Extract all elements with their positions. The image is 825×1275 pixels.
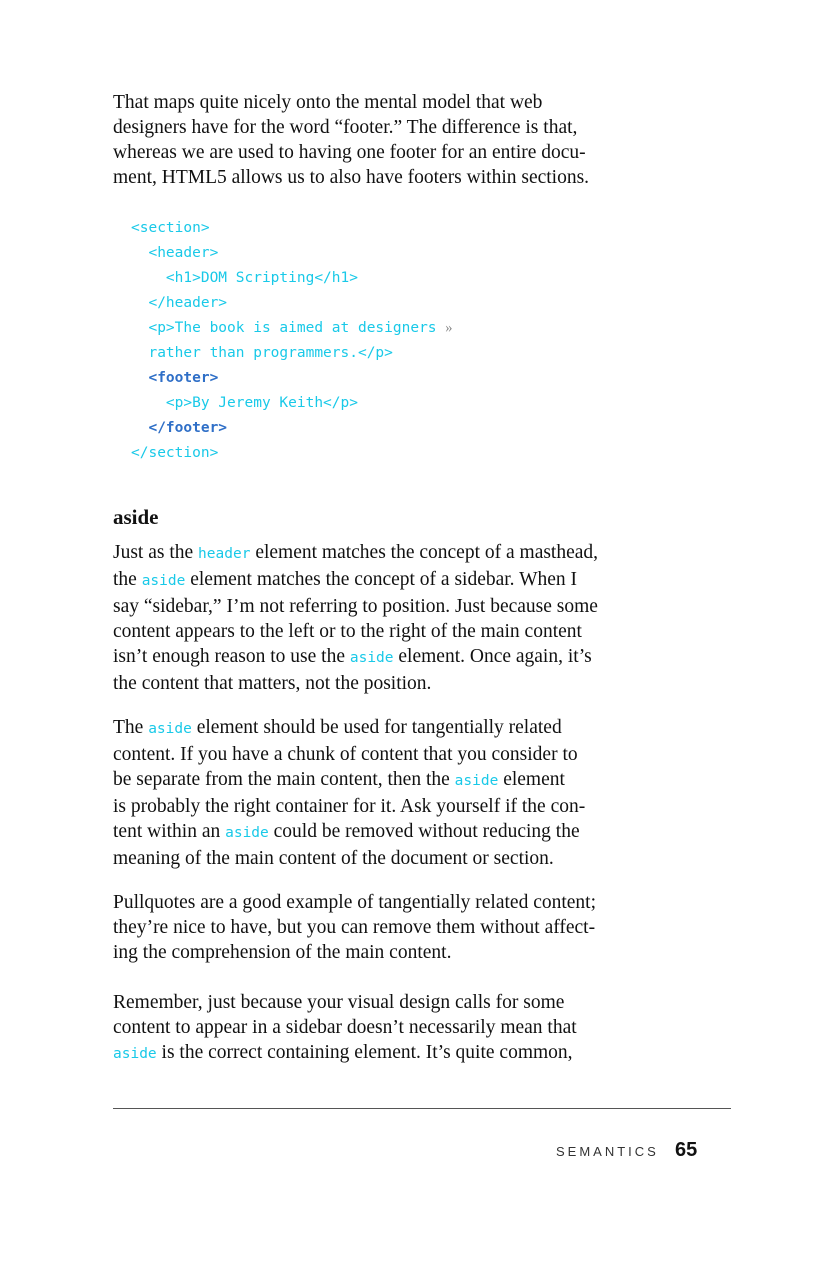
text-line: designers have for the word “footer.” The difference is that, bbox=[113, 117, 578, 138]
inline-code: aside bbox=[113, 1046, 157, 1062]
code-line: </header> bbox=[131, 295, 228, 311]
text-line: content. If you have a chunk of content that you consider to bbox=[113, 744, 578, 765]
text-line: whereas we are used to having one footer for an entire docu- bbox=[113, 142, 586, 163]
text-line: is probably the right container for it. Ask yourself if the con- bbox=[113, 796, 586, 817]
text-line bbox=[113, 644, 673, 671]
code-line: rather than programmers.</p> bbox=[131, 345, 393, 361]
code-line: <section> bbox=[131, 220, 210, 236]
code-line: <h1>DOM Scripting</h1> bbox=[131, 270, 358, 286]
aside-paragraph-3 bbox=[113, 890, 673, 965]
text-run: isn’t enough reason to use the bbox=[113, 646, 350, 667]
footer-divider bbox=[113, 1108, 731, 1109]
text-line: Remember, just because your visual design calls for some bbox=[113, 992, 565, 1013]
text-run: could be removed without reducing the bbox=[268, 821, 580, 842]
page-number: 65 bbox=[675, 1139, 698, 1161]
text-run: element matches the concept of a sidebar. When I bbox=[185, 569, 578, 590]
inline-code: aside bbox=[454, 773, 499, 789]
inline-code: aside bbox=[225, 825, 269, 841]
section-heading: aside bbox=[113, 505, 159, 529]
text-run: be separate from the main content, then the bbox=[113, 769, 455, 790]
text-line: the content that matters, not the position. bbox=[113, 673, 432, 694]
inline-code: aside bbox=[148, 721, 192, 737]
inline-code: aside bbox=[141, 573, 186, 589]
text-line: content appears to the left or to the right of the main content bbox=[113, 621, 582, 642]
text-line: That maps quite nicely onto the mental model that web bbox=[113, 92, 543, 113]
text-run: tent within an bbox=[113, 821, 226, 842]
text-line bbox=[113, 715, 673, 742]
text-line: content to appear in a sidebar doesn’t necessarily mean that bbox=[113, 1017, 577, 1038]
text-line bbox=[113, 819, 673, 846]
aside-paragraph-2 bbox=[113, 715, 673, 871]
inline-code: aside bbox=[349, 650, 394, 666]
text-line: ing the comprehension of the main content. bbox=[113, 942, 452, 963]
text-line bbox=[113, 1040, 673, 1067]
aside-paragraph-4 bbox=[113, 990, 673, 1067]
text-line: say “sidebar,” I’m not referring to position. Just because some bbox=[113, 596, 598, 617]
text-run: The bbox=[113, 717, 149, 738]
aside-paragraph-1 bbox=[113, 540, 673, 696]
text-line bbox=[113, 540, 673, 567]
code-line: <p>By Jeremy Keith</p> bbox=[131, 395, 358, 411]
text-run: Just as the bbox=[113, 542, 199, 563]
text-run: element bbox=[498, 769, 565, 790]
code-line: <header> bbox=[131, 245, 219, 261]
code-text: <p>The book is aimed at designers bbox=[131, 320, 446, 336]
intro-paragraph bbox=[113, 90, 673, 190]
text-run: the bbox=[113, 569, 142, 590]
text-run: is the correct containing element. It’s quite common, bbox=[156, 1042, 573, 1063]
text-run: element should be used for tangentially related bbox=[191, 717, 562, 738]
text-line: Pullquotes are a good example of tangentially related content; bbox=[113, 892, 597, 913]
code-line bbox=[131, 316, 453, 341]
text-line: ment, HTML5 allows us to also have footers within sections. bbox=[113, 167, 590, 188]
inline-code: header bbox=[198, 546, 251, 562]
text-line: they’re nice to have, but you can remove them without affect- bbox=[113, 917, 596, 938]
text-line bbox=[113, 767, 673, 794]
code-example bbox=[131, 216, 453, 466]
text-run: element. Once again, it’s bbox=[393, 646, 592, 667]
text-line bbox=[113, 567, 673, 594]
code-line: </section> bbox=[131, 445, 219, 461]
running-footer-chapter: SEMANTICS bbox=[556, 1144, 659, 1159]
code-line-highlighted: </footer> bbox=[131, 420, 228, 436]
line-continuation-marker: » bbox=[445, 320, 453, 336]
code-line-highlighted: <footer> bbox=[131, 370, 219, 386]
text-run: element matches the concept of a masthead, bbox=[250, 542, 599, 563]
text-line: meaning of the main content of the document or section. bbox=[113, 848, 554, 869]
